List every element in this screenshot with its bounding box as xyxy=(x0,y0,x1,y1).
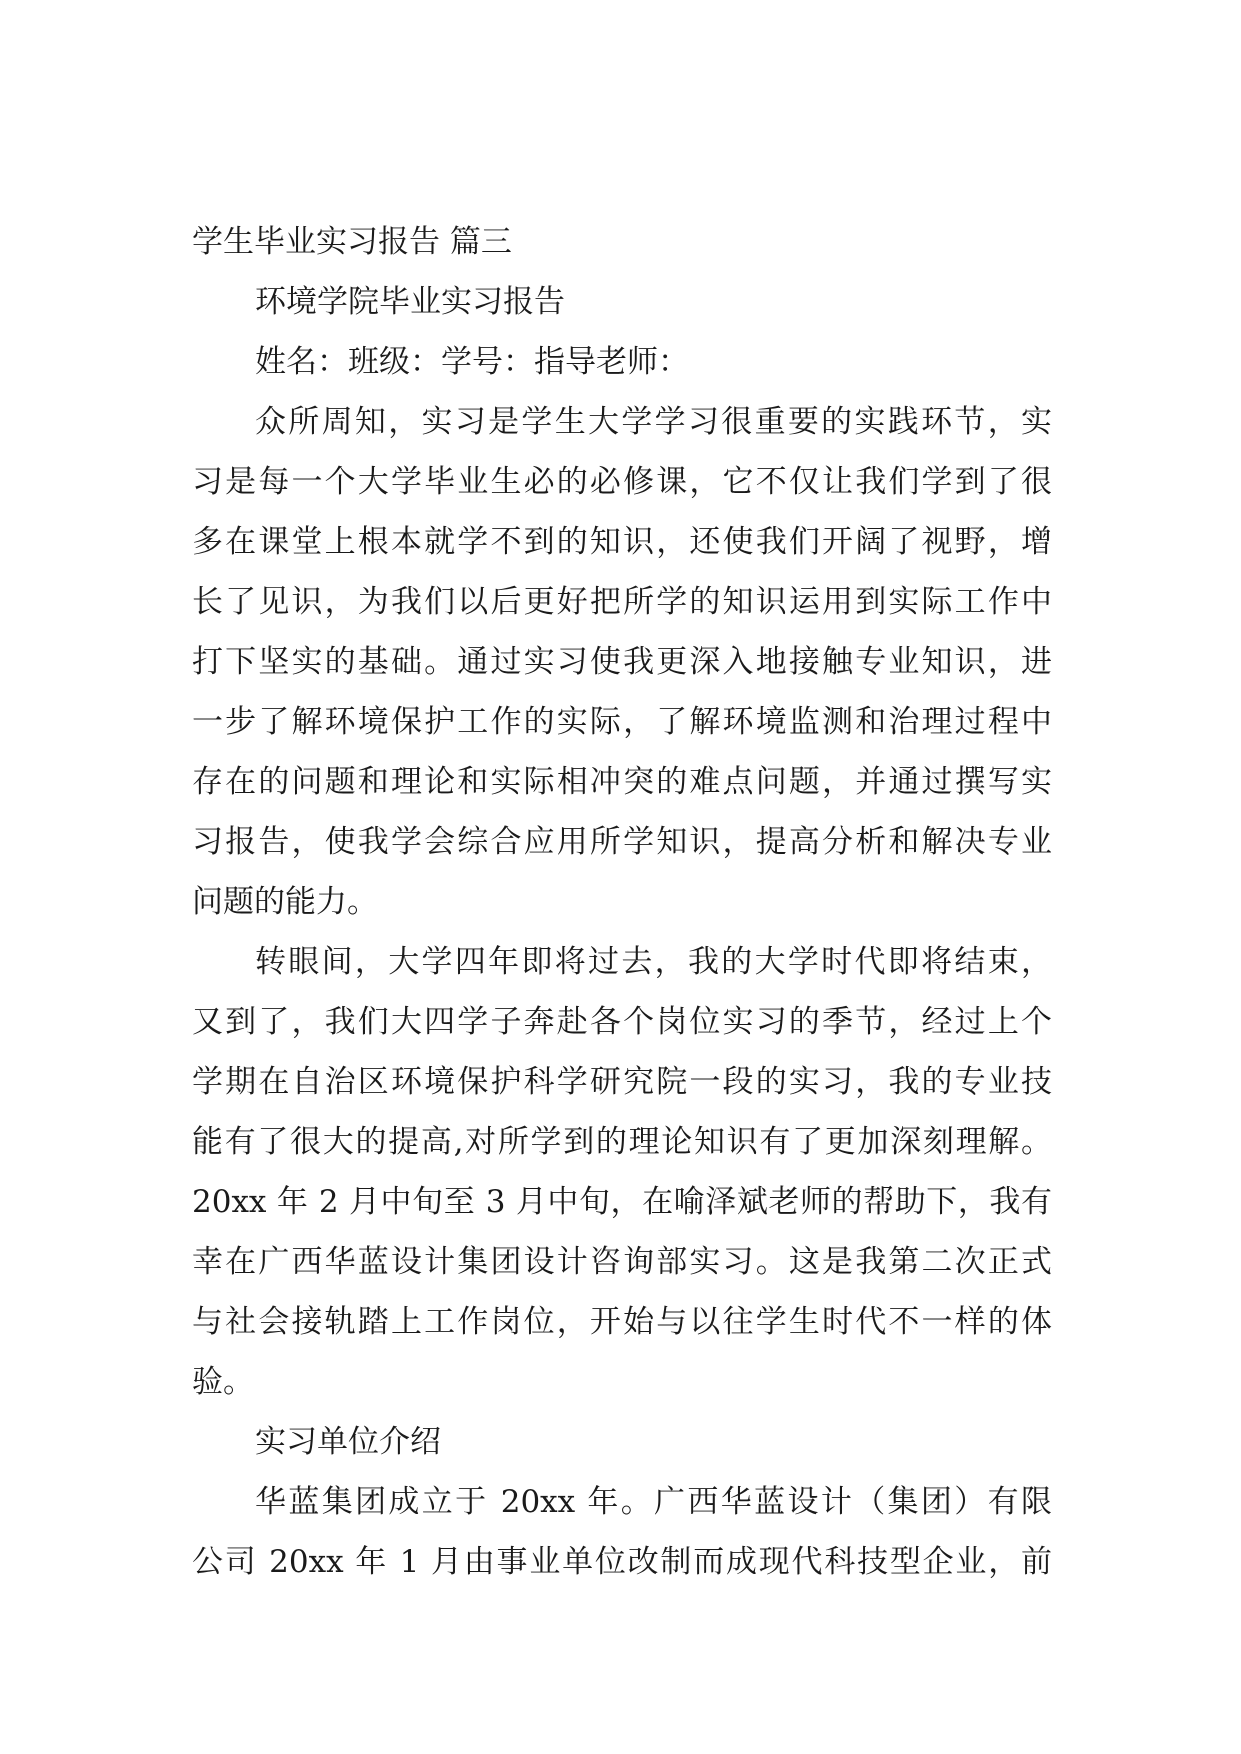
body-line: 学期在自治区环境保护科学研究院一段的实习，我的专业技 xyxy=(192,1064,1052,1100)
section-heading: 学生毕业实习报告 篇三 xyxy=(192,224,512,260)
body-line: 问题的能力。 xyxy=(192,884,378,920)
body-line: 存在的问题和理论和实际相冲突的难点问题，并通过撰写实 xyxy=(192,764,1052,800)
body-line: 又到了，我们大四学子奔赴各个岗位实习的季节，经过上个 xyxy=(192,1004,1052,1040)
report-title: 环境学院毕业实习报告 xyxy=(255,284,565,320)
body-line: 多在课堂上根本就学不到的知识，还使我们开阔了视野，增 xyxy=(192,524,1052,560)
body-line: 华蓝集团成立于 20xx 年。广西华蓝设计（集团）有限 xyxy=(255,1484,1052,1520)
body-line: 转眼间，大学四年即将过去，我的大学时代即将结束， xyxy=(255,944,1052,980)
body-line: 习报告，使我学会综合应用所学知识，提高分析和解决专业 xyxy=(192,824,1052,860)
body-line: 与社会接轨踏上工作岗位，开始与以往学生时代不一样的体 xyxy=(192,1304,1052,1340)
body-line: 能有了很大的提高,对所学到的理论知识有了更加深刻理解。 xyxy=(192,1124,1052,1160)
body-line: 验。 xyxy=(192,1364,254,1400)
body-line: 习是每一个大学毕业生必的必修课，它不仅让我们学到了很 xyxy=(192,464,1052,500)
subsection-heading: 实习单位介绍 xyxy=(255,1424,441,1460)
body-line: 打下坚实的基础。通过实习使我更深入地接触专业知识，进 xyxy=(192,644,1052,680)
student-info-line: 姓名：班级：学号：指导老师： xyxy=(255,344,689,380)
body-line: 公司 20xx 年 1 月由事业单位改制而成现代科技型企业，前 xyxy=(192,1544,1052,1580)
body-line: 幸在广西华蓝设计集团设计咨询部实习。这是我第二次正式 xyxy=(192,1244,1052,1280)
body-line: 长了见识，为我们以后更好把所学的知识运用到实际工作中 xyxy=(192,584,1052,620)
body-line: 众所周知，实习是学生大学学习很重要的实践环节，实 xyxy=(255,404,1052,440)
body-line: 一步了解环境保护工作的实际，了解环境监测和治理过程中 xyxy=(192,704,1052,740)
body-line: 20xx 年 2 月中旬至 3 月中旬，在喻泽斌老师的帮助下，我有 xyxy=(192,1184,1052,1220)
